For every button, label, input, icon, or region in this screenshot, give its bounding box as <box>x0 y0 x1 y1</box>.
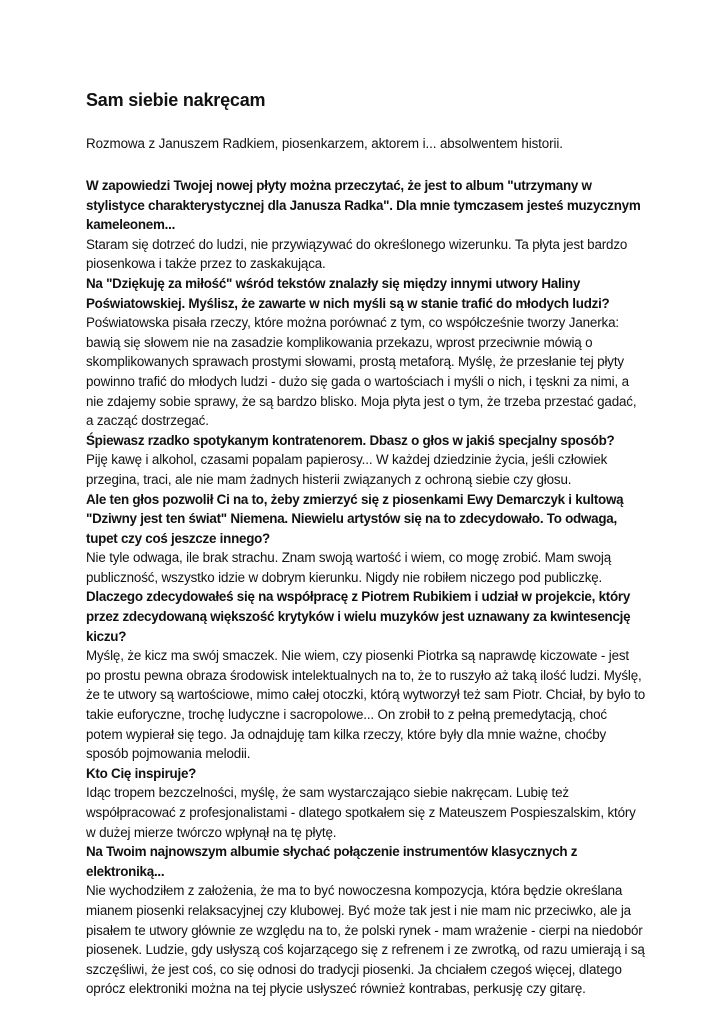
page-title: Sam siebie nakręcam <box>86 90 266 110</box>
answer-2: Poświatowska pisała rzeczy, które można porównać z tym, co współcześnie tworzy Janerka: bawią się słowem nie na zasadzie komplikowania przekazu, wprost przeciwnie mówią o skomplikowanych sprawach prostymi słowami, prostą metaforą. Myślę, że przesłanie tej płyty powinno trafić do młodych ludzi - dużo się gada o wartościach i myśli o nich, i tęskni za nimi, a nie zdajemy sobie sprawy, że są bardzo blisko. Moja płyta jest o tym, że trzeba przestać gadać, a zacząć dostrzegać. <box>86 315 637 429</box>
document-page <box>86 88 646 999</box>
answer-4: Nie tyle odwaga, ile brak strachu. Znam swoją wartość i wiem, co mogę zrobić. Mam swoją publiczność, wszystko idzie w dobrym kierunku. Nigdy nie robiłem niczego pod publiczkę. <box>86 550 612 585</box>
answer-3: Piję kawę i alkohol, czasami popalam papierosy... W każdej dziedzinie życia, jeśli człowiek przegina, traci, ale nie mam żadnych histerii związanych z ochroną siebie czy głosu. <box>86 452 608 487</box>
question-6: Kto Cię inspiruje? <box>86 765 197 781</box>
question-5: Dlaczego zdecydowałeś się na współpracę z Piotrem Rubikiem i udział w projekcie, który przez zdecydowaną większość krytyków i wielu muzyków jest uznawany za kwintesencję kiczu? <box>86 589 631 644</box>
answer-1: Staram się dotrzeć do ludzi, nie przywiązywać do określonego wizerunku. Ta płyta jest bardzo piosenkowa i także przez to zaskakująca. <box>86 236 628 272</box>
question-7: Na Twoim najnowszym albumie słychać połączenie instrumentów klasycznych z elektroniką... <box>86 844 578 879</box>
question-3: Śpiewasz rzadko spotykanym kontratenorem. Dbasz o głos w jakiś specjalny sposób? <box>86 432 615 448</box>
question-1: W zapowiedzi Twojej nowej płyty można przeczytać, że jest to album "utrzymany w stylistyce charakterystycznej dla Janusza Radka". Dla mnie tymczasem jesteś muzycznym kameleonem... <box>86 178 641 233</box>
question-2: Na "Dziękuję za miłość" wśród tekstów znalazły się między innymi utwory Haliny Poświatowskiej. Myślisz, że zawarte w nich myśli są w stanie trafić do młodych ludzi? <box>86 275 610 311</box>
answer-7: Nie wychodziłem z założenia, że ma to być nowoczesna kompozycja, która będzie określana mianem piosenki relaksacyjnej czy klubowej. Być może tak jest i nie mam nic przeciwko, ale ja pisałem te utwory głównie ze względu na to, że polski rynek - mam wrażenie - cierpi na niedobór piosenek. Ludzie, gdy usłyszą coś kojarzącego się z refrenem i ze zwrotką, od razu umierają i są szczęśliwi, że jest coś, co się odnosi do tradycji piosenki. Ja chciałem czegoś więcej, dlatego oprócz elektroniki można na tej płycie usłyszeć również kontrabas, perkusję czy gitarę. <box>86 883 645 997</box>
interview-body <box>86 176 646 999</box>
answer-6: Idąc tropem bezczelności, myślę, że sam wystarczająco siebie nakręcam. Lubię też współpracować z profesjonalistami - dlatego spotkałem się z Mateuszem Pospieszalskim, który w dużej mierze twórczo wpłynął na tę płytę. <box>86 785 636 840</box>
answer-5: Myślę, że kicz ma swój smaczek. Nie wiem, czy piosenki Piotrka są naprawdę kiczowate - jest po prostu pewna obraza środowisk intelektualnych na to, że to ruszyło aż taką ilość ludzi. Myślę, że te utwory są wartościowe, mimo całej otoczki, którą wytworzył też sam Piotr. Chciał, by było to takie euforyczne, trochę ludyczne i sacropolowe... On zrobił to z pełną premedytacją, choć potem wypierał się tego. Ja odnajduję tam kilka rzeczy, które były dla mnie ważne, choćby sposób pojmowania melodii. <box>86 648 646 762</box>
intro-paragraph: Rozmowa z Januszem Radkiem, piosenkarzem, aktorem i... absolwentem historii. <box>86 136 563 151</box>
question-4: Ale ten głos pozwolił Ci na to, żeby zmierzyć się z piosenkami Ewy Demarczyk i kultową "Dziwny jest ten świat" Niemena. Niewielu artystów się na to zdecydowało. To odwaga, tupet czy coś jeszcze innego? <box>86 491 624 546</box>
